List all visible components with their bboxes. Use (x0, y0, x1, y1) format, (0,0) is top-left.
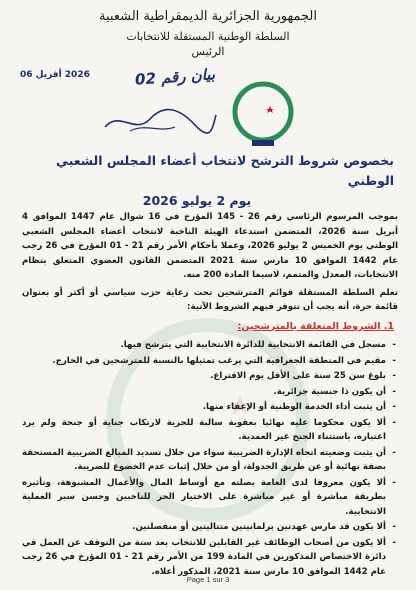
republic-name: الجمهورية الجزائرية الديمقراطية الشعبية (99, 9, 317, 24)
list-item: - أن يثبت أداء الخدمة الوطنية أو الإعفاء منها. (22, 400, 398, 415)
handwritten-signature (100, 105, 220, 137)
letterhead (0, 8, 416, 59)
list-item: - مقيم في المنطقة الجغرافية التي يرغب تمثيلها بالنسبة للمترشحين في الخارج. (22, 354, 398, 369)
presidency-name: الرئيس (191, 45, 225, 58)
page-number: Page 1 sur 3 (186, 575, 230, 584)
paragraph-preamble: بموجب المرسوم الرئاسي رقم 26 - 145 المؤرخ في 16 شوال عام 1447 الموافق 4 أبريل سنة 2026، المتضمن استدعاء الهيئة الناخبة لانتخاب أعضاء المجلس الشعبي الوطني يوم الخميس 2 يوليو 2026، وعملا بأحكام الأمر رقم 21 - 01 المؤرخ في 26 رجب عام 1442 الموافق 10 مارس سنة 2021 المتضمن القانون العضوي المتعلق بنظام الانتخابات، المعدل والمتمم، لاسيما المادة 200 منه. (22, 212, 399, 280)
conditions-list (22, 338, 398, 579)
statement-number: بيان رقم 02 (134, 65, 216, 89)
list-item: - أن يثبت وضعيته اتجاه الإدارة الضريبية سواء من خلال تسديد المبالغ الضريبية المستحقة بصفة نهائية أو عن طريق الجدولة، أو من خلال إثبات عدم الخضوع للضريبة. (22, 446, 398, 475)
authority-logo (230, 78, 296, 148)
statement-title (30, 151, 394, 211)
title-line-2: يوم 2 يوليو 2026 (142, 193, 252, 208)
list-item: - مسجل في القائمة الانتخابية للدائرة الانتخابية التي يترشح فيها. (22, 338, 398, 353)
list-item: - أن يكون ذا جنسية جزائرية. (22, 385, 398, 400)
list-item: - ألا يكون محكوما عليه نهائيا بعقوبة سالبة للحرية لارتكاب جناية أو جنحة ولم يرد اعتباره، باستثناء الجنح غير العمدية. (22, 416, 398, 445)
title-line-1: بخصوص شروط الترشح لانتخاب أعضاء المجلس الشعبي الوطني (56, 153, 394, 188)
statement-date: 2026 أفريل 06 (20, 70, 90, 80)
list-item: - ألا يكون معروفا لدى العامة بصلته مع أوساط المال والأعمال المشبوهة، وتأثيره بطريقة مباشرة أو غير مباشرة على الاختيار الحر للناخبين وحسن سير العملية الانتخابية. (22, 476, 398, 520)
statement-body (22, 210, 398, 580)
paragraph-notice: تعلم السلطة المستقلة قوائم المترشحين تحت رعاية حزب سياسي أو أكثر أو بعنوان قائمة حرة، أنه يجب أن تتوفر فيهم الشروط الآتية: (22, 287, 398, 312)
authority-name: السلطة الوطنية المستقلة للانتخابات (126, 30, 290, 43)
list-item: - ألا يكون قد مارس عهدتين برلمانيتين متتاليتين أو منفصلتين. (22, 520, 398, 535)
list-item: - ألا يكون من أصحاب الوظائف غير القابلين للانتخاب بعد سنة من التوقف عن العمل في دائرة الاختصاص المذكورين في المادة 199 من الأمر رقم 21 - 01 المؤرخ في 26 رجب عام 1442 الموافق 10 مارس سنة 2021، المذكور أعلاه. (22, 536, 398, 580)
list-item: - بلوغ سن 25 سنة على الأقل يوم الاقتراع. (22, 369, 398, 384)
section-title: 1. الشروط المتعلقة بالمترشحين: (237, 320, 394, 332)
